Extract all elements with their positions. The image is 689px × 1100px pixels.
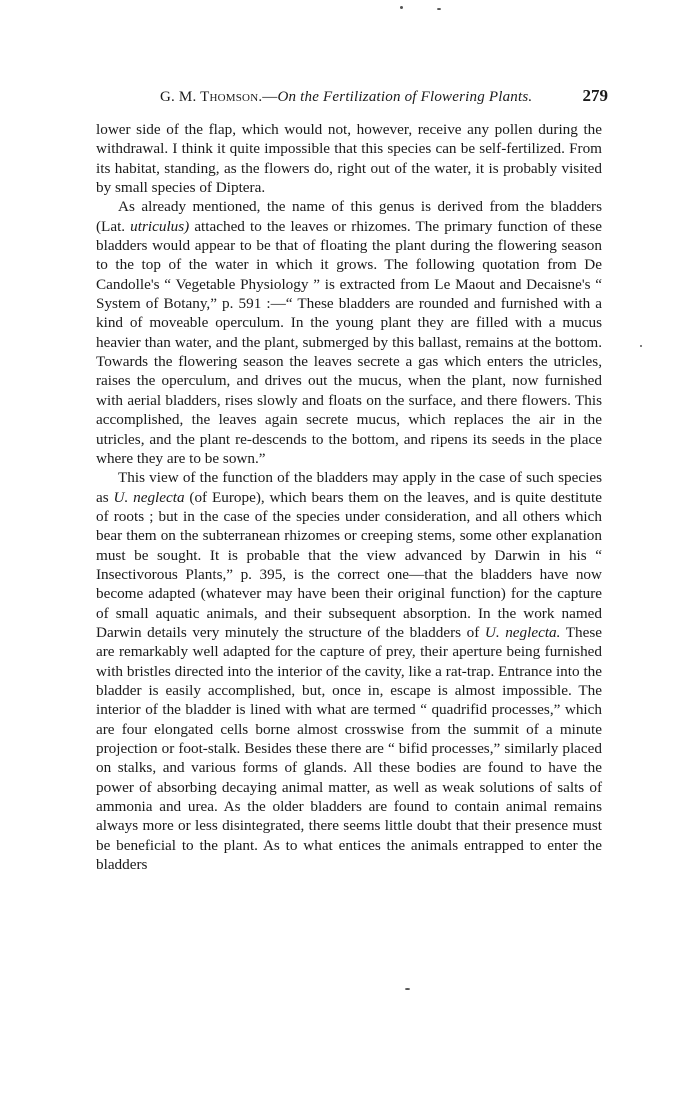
scan-speck <box>405 988 410 990</box>
italic-text: U. neglecta. <box>484 623 561 641</box>
paragraph-text: This view of the function of the bladders may apply in the case of such species as <box>96 469 602 506</box>
paragraph <box>96 120 602 197</box>
italic-text: utriculus) <box>130 217 190 235</box>
paragraph-text: (of Europe), which bears them on the leaves, and is quite destitute of roots ; but in the case of the species under consideration, and all others which bear them on the subterranean rhizomes or creeping stems, some other explanation must be sought. It is probable that the view advanced by Darwin in his “ Insectivorous Plants,” p. 395, is the correct one—that the bladders have now become adapted (whatever may have been their original function) for the capture of small aquatic animals, and their subsequent absorption. In the work named Darwin details very minutely the structure of the bladders of <box>96 488 602 641</box>
paragraph <box>96 197 602 468</box>
body-text <box>96 120 602 874</box>
scan-speck <box>400 6 403 9</box>
running-header <box>96 86 608 110</box>
paragraph-text: As already mentioned, the name of this genus is derived from the bladders (Lat. <box>96 198 602 235</box>
paragraph-text: These are remarkably well adapted for the capture of prey, their aperture being furnished with bristles directed into the interior of the cavity, like a rat-trap. Entrance into the bladder is easily accomplished, but, once in, escape is almost impossible. The interior of the bladder is lined with what are termed “ quadrifid processes,” which are four elongated cells borne almost crosswise from the summit of a minute projection or foot-stalk. Besides these there are “ bifid processes,” similarly placed on stalks, and various forms of glands. All these bodies are found to have the power of absorbing decaying animal matter, as well as weak solutions of salts of ammonia and urea. As the older bladders are found to contain animal remains always more or less disintegrated, there seems little doubt that their presence must be beneficial to the plant. As to what entices the animals entrapped to enter the bladders <box>96 623 602 874</box>
header-author: G. M. Thomson. <box>160 89 263 105</box>
paragraph-text: attached to the leaves or rhizomes. The primary function of these bladders would appear to be that of floating the plant during the flowering season to the top of the water in which it grows. The following quotation from De Candolle's “ Vegetable Physiology ” is extracted from Le Maout and Decaisne's “ System of Botany,” p. 591 :—“ These bladders are rounded and furnished with a kind of moveable operculum. In the young plant they are filled with a mucus heavier than water, and the plant, submerged by this ballast, remains at the bottom. Towards the flowering season the leaves secrete a gas which enters the utricles, raises the operculum, and drives out the mucus, when the plant, now furnished with aerial bladders, rises slowly and floats on the surface, and there flowers. This accomplished, the leaves again secrete mucus, which replaces the air in the utricles, and the plant re-descends to the bottom, and ripens its seeds in the place where they are to be sown.” <box>96 217 602 467</box>
scan-speck <box>640 345 642 347</box>
running-head-text <box>160 89 532 106</box>
paragraph <box>96 468 602 874</box>
scan-speck <box>437 8 441 10</box>
page-number: 279 <box>582 86 608 105</box>
paragraph-text: lower side of the flap, which would not, however, receive any pollen during the withdrawal. I think it quite impossible that this species can be self-fertilized. From its habitat, standing, as the flowers do, right out of the water, it is probably visited by small species of Diptera. <box>96 121 602 197</box>
header-title: On the Fertilization of Flowering Plants. <box>277 89 533 105</box>
italic-text: U. neglecta <box>113 488 185 506</box>
header-dash: — <box>262 89 278 105</box>
